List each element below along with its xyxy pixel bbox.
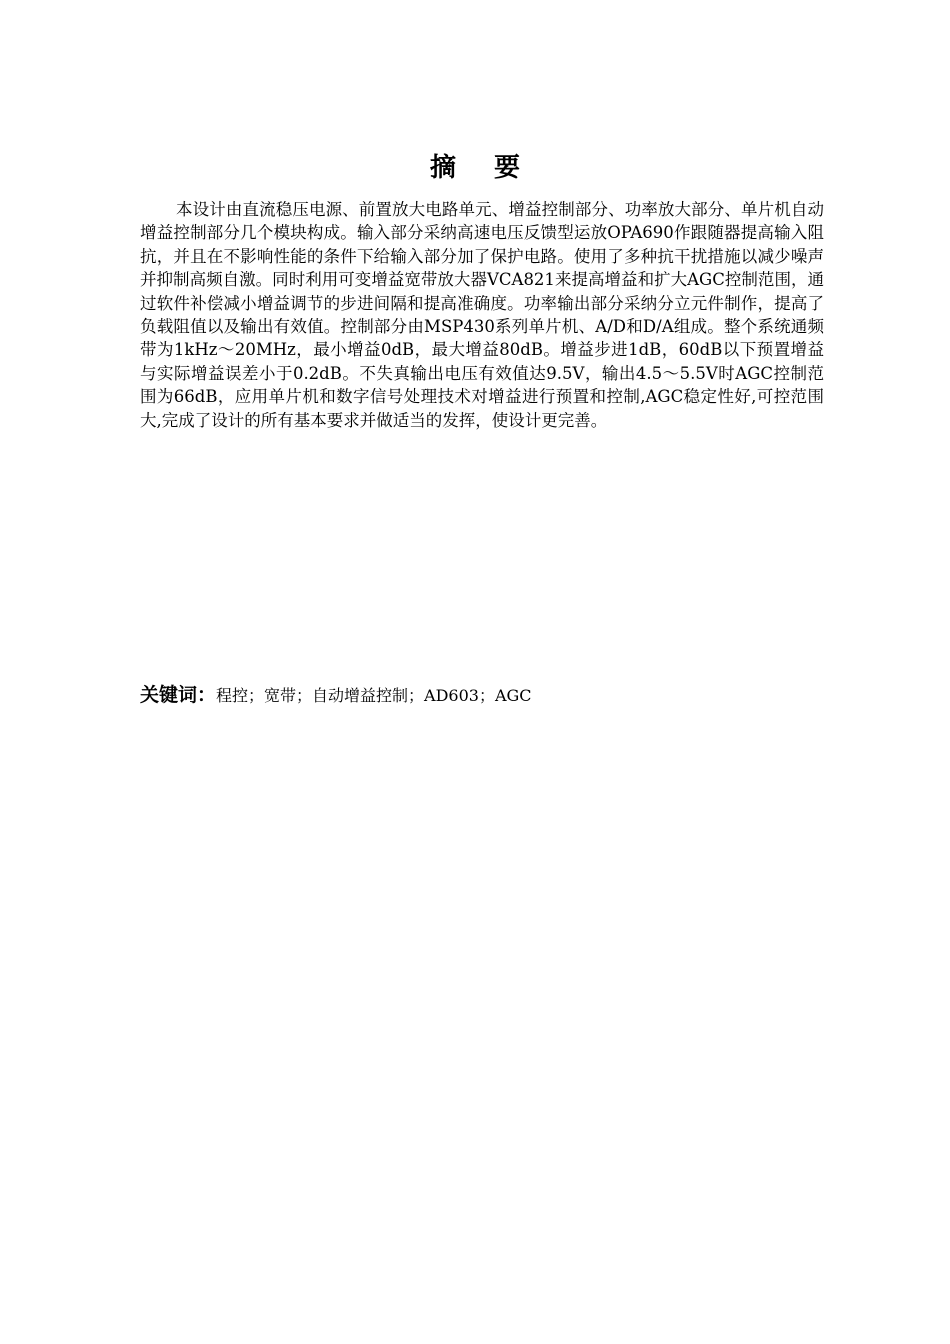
abstract-title-char-1: 摘 xyxy=(429,153,456,183)
abstract-title-char-2: 要 xyxy=(494,153,521,183)
abstract-title xyxy=(0,150,950,186)
keywords-list: 程控；宽带；自动增益控制；AD603；AGC xyxy=(216,686,532,705)
keywords-label: 关键词： xyxy=(140,684,217,706)
abstract-body: 本设计由直流稳压电源、前置放大电路单元、增益控制部分、功率放大部分、单片机自动增益控制部分几个模块构成。输入部分采纳高速电压反馈型运放OPA690作跟随器提高输入阻抗，并且在不影响性能的条件下给输入部分加了保护电路。使用了多种抗干扰措施以减少噪声并抑制高频自激。同时利用可变增益宽带放大器VCA821来提高增益和扩大AGC控制范围，通过软件补偿减小增益调节的步进间隔和提高准确度。功率输出部分采纳分立元件制作，提高了负载阻值以及输出有效值。控制部分由MSP430系列单片机、A/D和D/A组成。整个系统通频带为1kHz～20MHz，最小增益0dB，最大增益80dB。增益步进1dB，60dB以下预置增益与实际增益误差小于0.2dB。不失真输出电压有效值达9.5V，输出4.5～5.5V时AGC控制范围为66dB，应用单片机和数字信号处理技术对增益进行预置和控制,AGC稳定性好,可控范围大,完成了设计的所有基本要求并做适当的发挥，使设计更完善。 xyxy=(140,200,824,430)
keywords-line xyxy=(140,682,840,709)
